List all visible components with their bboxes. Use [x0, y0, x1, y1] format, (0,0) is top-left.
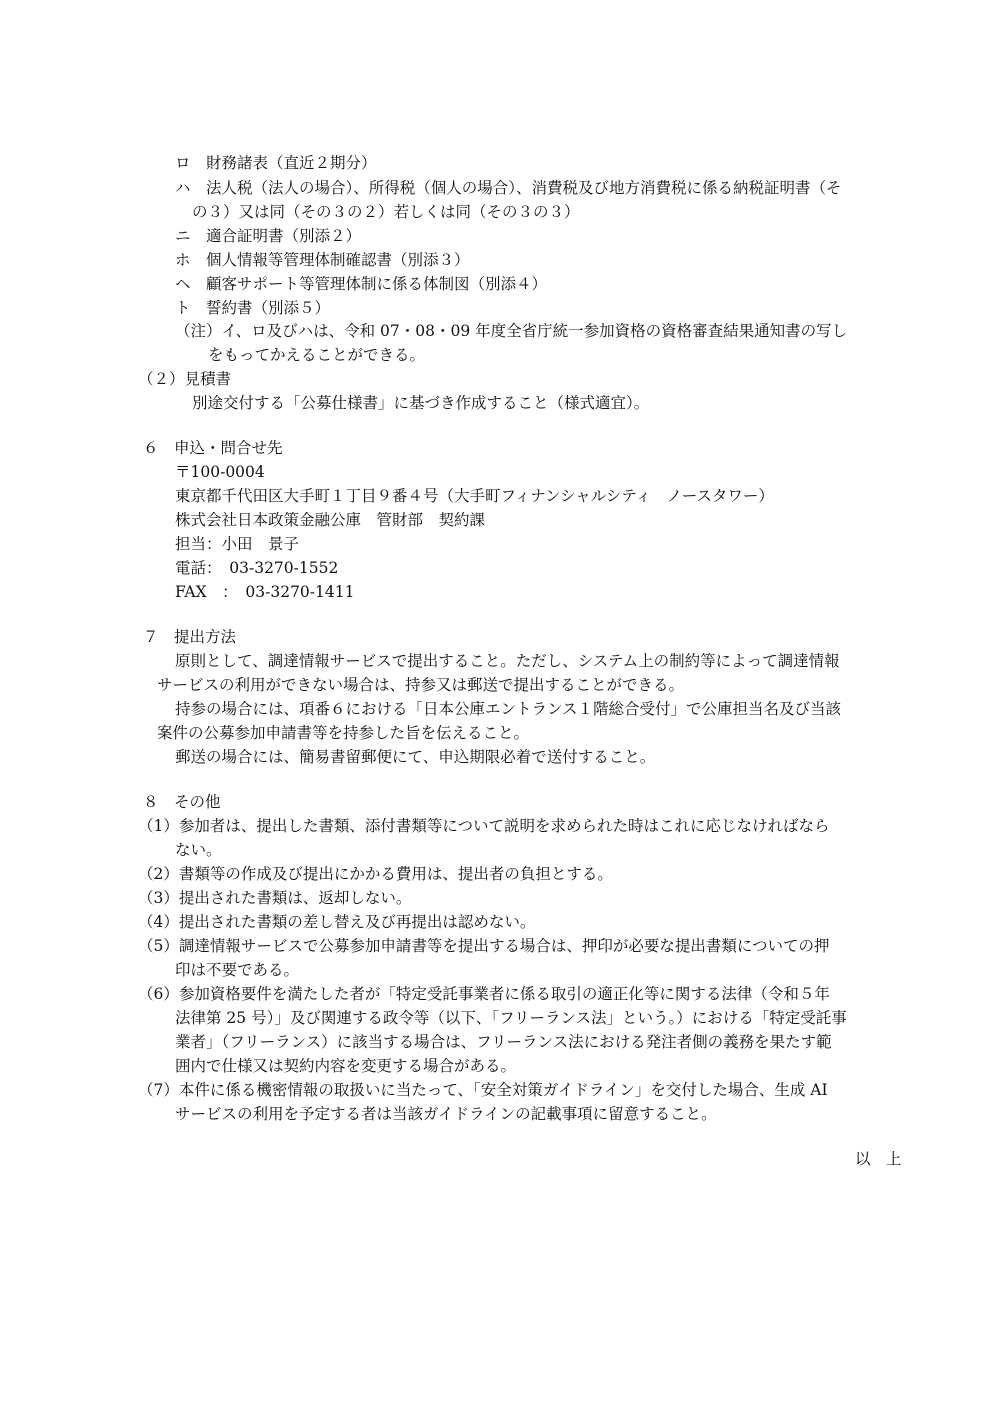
section8-item7-line2: サービスの利用を予定する者は当該ガイドラインの記載事項に留意すること。 — [175, 1105, 717, 1123]
closing-mark: 以 上 — [855, 1150, 902, 1168]
section8-item1-line1: （1）参加者は、提出した書類、添付書類等について説明を求められた時はこれに応じなければなら — [138, 817, 830, 835]
section7-heading: ７ 提出方法 — [143, 628, 237, 646]
section8-item6-line1: （6）参加資格要件を満たした者が「特定受託事業者に係る取引の適正化等に関する法律（令和５年 — [138, 985, 830, 1003]
organization: 株式会社日本政策金融公庫 管財部 契約課 — [175, 511, 486, 529]
item-ro: ロ 財務諸表（直近２期分） — [175, 154, 377, 172]
note-line2: をもってかえることができる。 — [208, 346, 426, 364]
section8-item5-line2: 印は不要である。 — [175, 961, 300, 979]
postal-code: 〒100-0004 — [175, 463, 265, 481]
section8-item6-line2: 法律第 25 号）」及び関連する政令等（以下、「フリーランス法」という。）における「特定受託事 — [175, 1009, 847, 1027]
section8-item2: （2）書類等の作成及び提出にかかる費用は、提出者の負担とする。 — [138, 865, 613, 883]
item-ha-line2: の３）又は同（その３の２）若しくは同（その３の３） — [192, 203, 580, 221]
estimate-body: 別途交付する「公募仕様書」に基づき作成すること（様式適宜）。 — [192, 394, 650, 412]
section7-p3: 郵送の場合には、簡易書留郵便にて、申込期限必着で送付すること。 — [175, 748, 656, 766]
section8-item3: （3）提出された書類は、返却しない。 — [138, 889, 412, 907]
address: 東京都千代田区大手町１丁目９番４号（大手町フィナンシャルシティ ノースタワー） — [175, 487, 774, 505]
section8-item6-line3: 業者」（フリーランス）に該当する場合は、フリーランス法における発注者側の義務を果たす範 — [175, 1033, 832, 1051]
section8-item7-line1: （7）本件に係る機密情報の取扱いに当たって、「安全対策ガイドライン」を交付した場合、生成 AI — [138, 1081, 828, 1099]
item-ho: ホ 個人情報等管理体制確認書（別添３） — [175, 251, 470, 269]
note-line1: （注）イ、ロ及びハは、令和 07・08・09 年度全省庁統一参加資格の資格審査結果通知書の写し — [175, 322, 848, 340]
estimate-heading: （２）見積書 — [138, 370, 232, 388]
section8-item1-line2: ない。 — [175, 841, 222, 859]
item-to: ト 誓約書（別添５） — [175, 299, 331, 317]
item-he: ヘ 顧客サポート等管理体制に係る体制図（別添４） — [175, 275, 548, 293]
section8-item5-line1: （5）調達情報サービスで公募参加申請書等を提出する場合は、押印が必要な提出書類についての押 — [138, 937, 830, 955]
item-ha-line1: ハ 法人税（法人の場合）、所得税（個人の場合）、消費税及び地方消費税に係る納税証明書（そ — [175, 179, 842, 197]
fax: FAX ： 03-3270-1411 — [175, 583, 355, 601]
contact-person: 担当：小田 景子 — [175, 535, 300, 553]
section8-item4: （4）提出された書類の差し替え及び再提出は認めない。 — [138, 913, 536, 931]
section7-p1-line2: サービスの利用ができない場合は、持参又は郵送で提出することができる。 — [157, 676, 685, 694]
section7-p2-line1: 持参の場合には、項番６における「日本公庫エントランス１階総合受付」で公庫担当名及び当該 — [175, 700, 842, 718]
telephone: 電話： 03-3270-1552 — [175, 559, 339, 577]
item-ni: ニ 適合証明書（別添２） — [175, 227, 362, 245]
section8-heading: ８ その他 — [143, 793, 221, 811]
section6-heading: ６ 申込・問合せ先 — [143, 439, 283, 457]
section8-item6-line4: 囲内で仕様又は契約内容を変更する場合がある。 — [175, 1057, 517, 1075]
section7-p2-line2: 案件の公募参加申請書等を持参した旨を伝えること。 — [157, 724, 530, 742]
section7-p1-line1: 原則として、調達情報サービスで提出すること。ただし、システム上の制約等によって調達情報 — [175, 652, 840, 670]
